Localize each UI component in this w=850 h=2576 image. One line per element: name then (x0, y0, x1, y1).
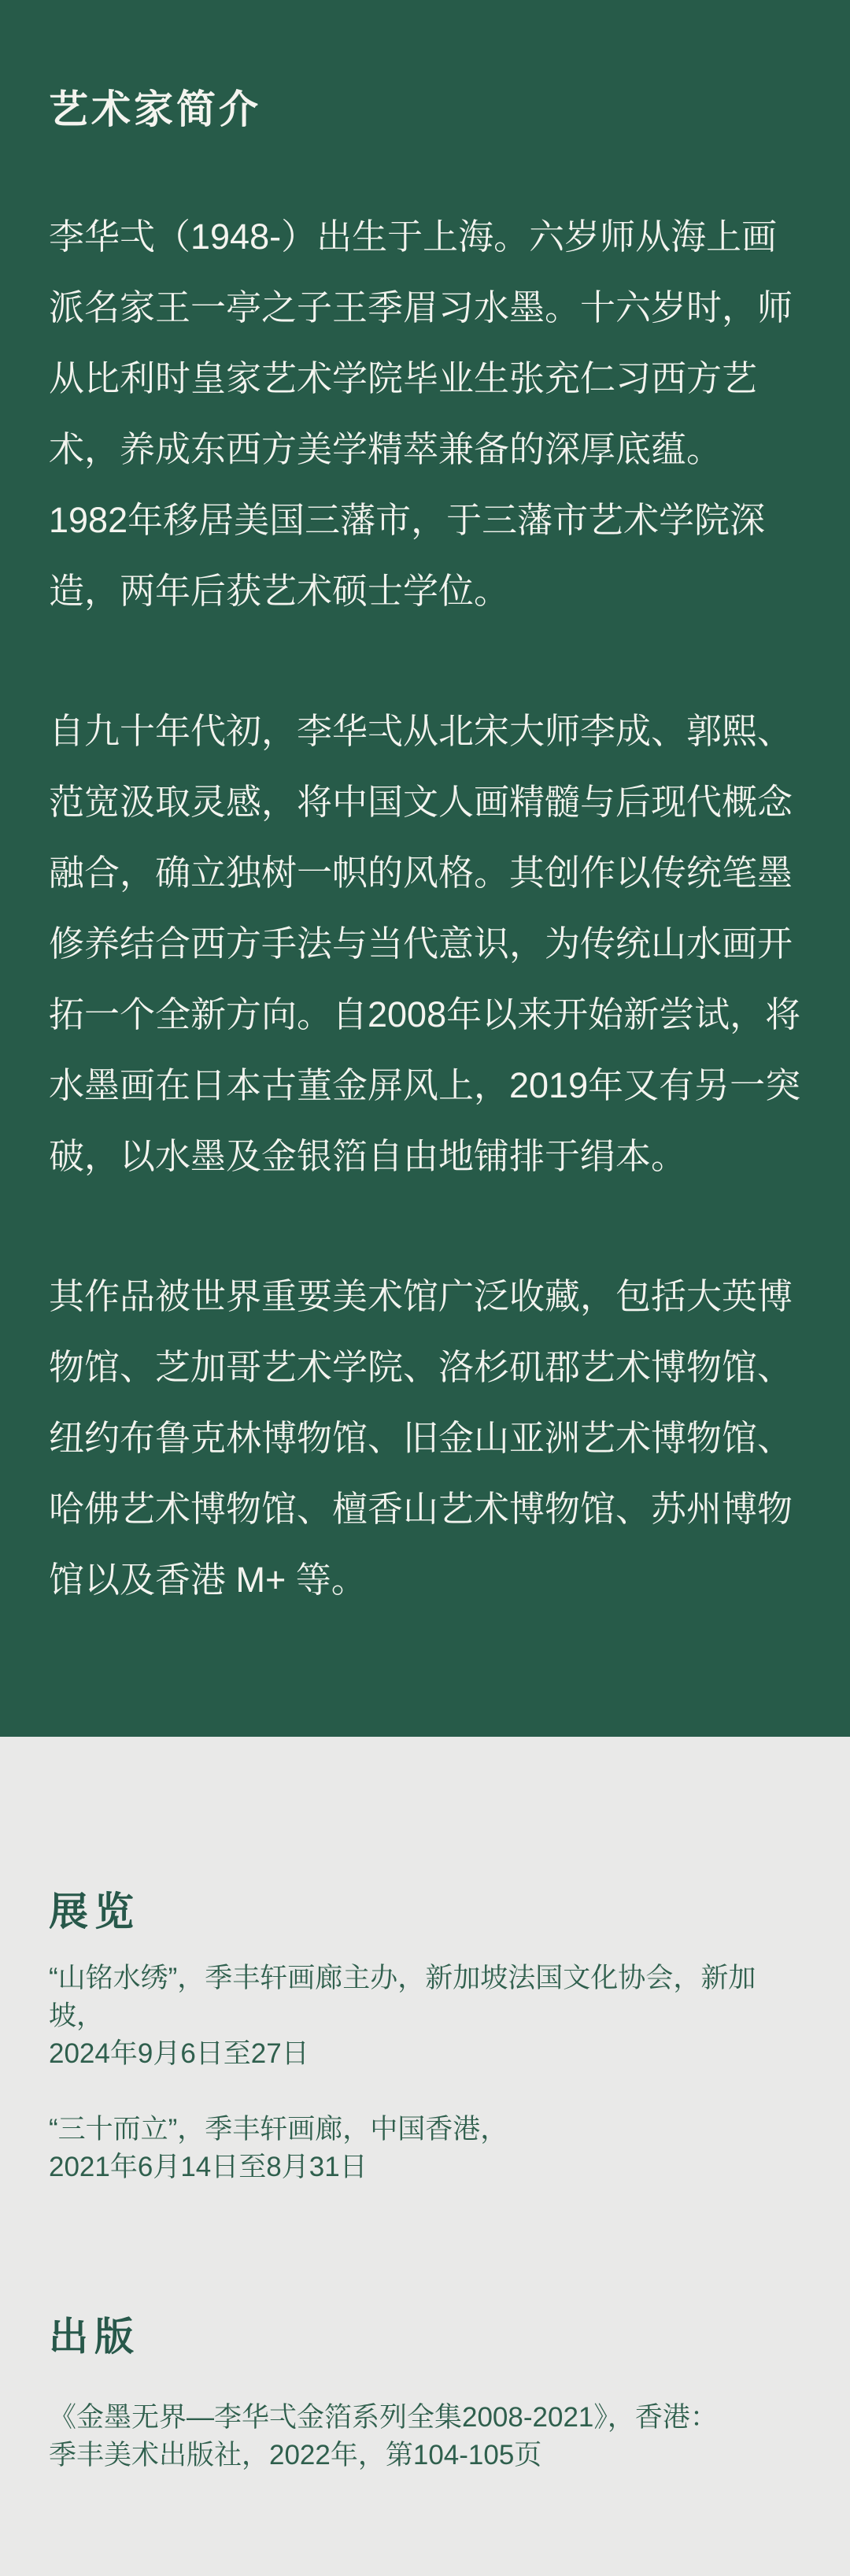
bio-paragraph-2: 自九十年代初，李华弌从北宋大师李成、郭熙、范宽汲取灵感，将中国文人画精髓与后现代概念融合，确立独树一帜的风格。其创作以传统笔墨修养结合西方手法与当代意识，为传统山水画开拓一个全新方向。自2008年以来开始新尝试，将水墨画在日本古董金屏风上，2019年又有另一突破，以水墨及金银箔自由地铺排于绢本。 (49, 711, 801, 1176)
publications-heading: 出版 (49, 2315, 140, 2359)
exhibition-item (49, 2111, 801, 2186)
bio-paragraph-3: 其作品被世界重要美术馆广泛收藏，包括大英博物馆、芝加哥艺术学院、洛杉矶郡艺术博物馆、纽约布鲁克林博物馆、旧金山亚洲艺术博物馆、哈佛艺术博物馆、檀香山艺术博物馆、苏州博物馆以及香港 M+ 等。 (49, 1276, 793, 1600)
artist-bio-title: 艺术家简介 (49, 87, 261, 131)
exhibitions-heading: 展览 (49, 1889, 140, 1934)
exhibition-date-line: 2021年6月14日至8月31日 (49, 2152, 368, 2182)
publication-item (49, 2399, 801, 2474)
exhibition-title-line: “三十而立”，季丰轩画廊，中国香港， (49, 2114, 508, 2145)
exhibition-date-line: 2024年9月6日至27日 (49, 2038, 309, 2069)
publication-title-line: 《金墨无界—李华弌金箔系列全集2008-2021》，香港： (49, 2402, 718, 2433)
exhibition-title-line: “山铭水绣”，季丰轩画廊主办，新加坡法国文化协会，新加坡， (49, 1963, 756, 2031)
exhibitions-publications-section (0, 1737, 850, 2576)
exhibition-item (49, 1960, 801, 2073)
bio-paragraph-1: 李华弌（1948-）出生于上海。六岁师从海上画派名家王一亭之子王季眉习水墨。十六岁时，师从比利时皇家艺术学院毕业生张充仁习西方艺术，养成东西方美学精萃兼备的深厚底蕴。 1982年移居美国三藩市，于三藩市艺术学院深造，两年后获艺术硕士学位。 (49, 217, 793, 611)
publication-detail-line: 季丰美术出版社，2022年，第104-105页 (49, 2440, 542, 2471)
